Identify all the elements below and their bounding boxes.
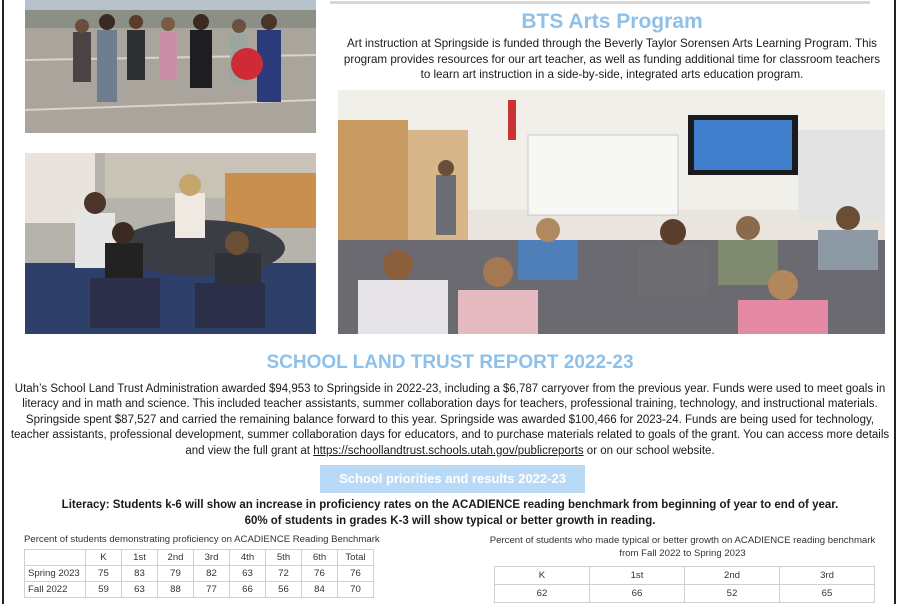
literacy-goal — [0, 498, 900, 529]
photo-students-outdoors — [25, 0, 316, 133]
table-header-cell: Total — [338, 550, 374, 566]
table-header-cell: 3rd — [194, 550, 230, 566]
table-cell: 63 — [230, 566, 266, 582]
table-cell: 65 — [780, 585, 875, 603]
school-land-trust-description — [10, 382, 890, 459]
proficiency-table — [24, 549, 374, 598]
photo-small-group-table — [25, 153, 316, 334]
table-cell: 77 — [194, 582, 230, 598]
slt-body-text: Utah’s School Land Trust Administration awarded $94,953 to Springside in 2022-23, including a $6,787 carryover from the previous year. Funds were used to meet goals in literacy and in math and science. This included teacher assistants, summer collaboration days for teachers, professional training, technology, and instructional materials. Springside spent $87,527 and carried the remaining balance forward to this year. Springside was awarded $100,466 for 2023-24. Funds are being used for technology, teacher assistants, professional development, summer collaboration days for educators, and to purchase materials related to goals of the grant. You can access more details and view the full grant at — [10, 383, 890, 457]
public-reports-link[interactable]: https://schoollandtrust.schools.utah.gov/publicreports — [313, 444, 584, 457]
table-cell: 59 — [86, 582, 122, 598]
table-cell: 56 — [266, 582, 302, 598]
literacy-goal-line1: Literacy: Students k-6 will show an increase in proficiency rates on the ACADIENCE reading benchmark from beginning of year to end of year. — [61, 499, 839, 511]
bts-arts-description: Art instruction at Springside is funded through the Beverly Taylor Sorensen Arts Learning Program. This program provides resources for our art teacher, as well as funding additional time for classroom teachers to learn art instruction in a side-by-side, integrated arts education program. — [343, 37, 881, 81]
table-cell: 52 — [685, 585, 780, 603]
bts-arts-heading: BTS Arts Program — [521, 10, 703, 33]
table-cell: 66 — [590, 585, 685, 603]
table-header-cell — [25, 550, 86, 566]
table-row — [495, 567, 875, 585]
table-cell: 70 — [338, 582, 374, 598]
table-row — [495, 585, 875, 603]
table-row — [25, 582, 374, 598]
table-row — [25, 566, 374, 582]
table-header-cell: 5th — [266, 550, 302, 566]
table-cell: 66 — [230, 582, 266, 598]
slt-body-text-end: or on our school website. — [583, 444, 715, 457]
growth-table-caption: Percent of students who made typical or better growth on ACADIENCE reading benchmark from Fall 2022 to Spring 2023 — [489, 535, 876, 559]
photo-classroom-art-lesson — [338, 90, 885, 334]
table-cell: 75 — [86, 566, 122, 582]
table-cell: 72 — [266, 566, 302, 582]
table-header-cell: 3rd — [780, 567, 875, 585]
table-row-label: Spring 2023 — [25, 566, 86, 582]
table-header-cell: 1st — [122, 550, 158, 566]
table-row-label: Fall 2022 — [25, 582, 86, 598]
table-cell: 88 — [158, 582, 194, 598]
table-cell: 79 — [158, 566, 194, 582]
table-cell: 83 — [122, 566, 158, 582]
table-cell: 63 — [122, 582, 158, 598]
table-header-cell: 6th — [302, 550, 338, 566]
literacy-goal-line2: 60% of students in grades K-3 will show typical or better growth in reading. — [244, 514, 656, 527]
table-cell: 62 — [495, 585, 590, 603]
priorities-banner: School priorities and results 2022-23 — [320, 465, 585, 493]
table-header-cell: K — [495, 567, 590, 585]
table-header-cell: 2nd — [158, 550, 194, 566]
table-cell: 76 — [338, 566, 374, 582]
table-header-cell: K — [86, 550, 122, 566]
table-header-cell: 4th — [230, 550, 266, 566]
table-cell: 84 — [302, 582, 338, 598]
cropped-text-line — [330, 0, 890, 4]
table-header-cell: 1st — [590, 567, 685, 585]
table-header-cell: 2nd — [685, 567, 780, 585]
table-row — [25, 550, 374, 566]
proficiency-table-caption: Percent of students demonstrating proficiency on ACADIENCE Reading Benchmark — [24, 534, 380, 545]
table-cell: 76 — [302, 566, 338, 582]
growth-table — [494, 566, 875, 603]
school-land-trust-heading: SCHOOL LAND TRUST REPORT 2022-23 — [266, 352, 634, 373]
table-cell: 82 — [194, 566, 230, 582]
